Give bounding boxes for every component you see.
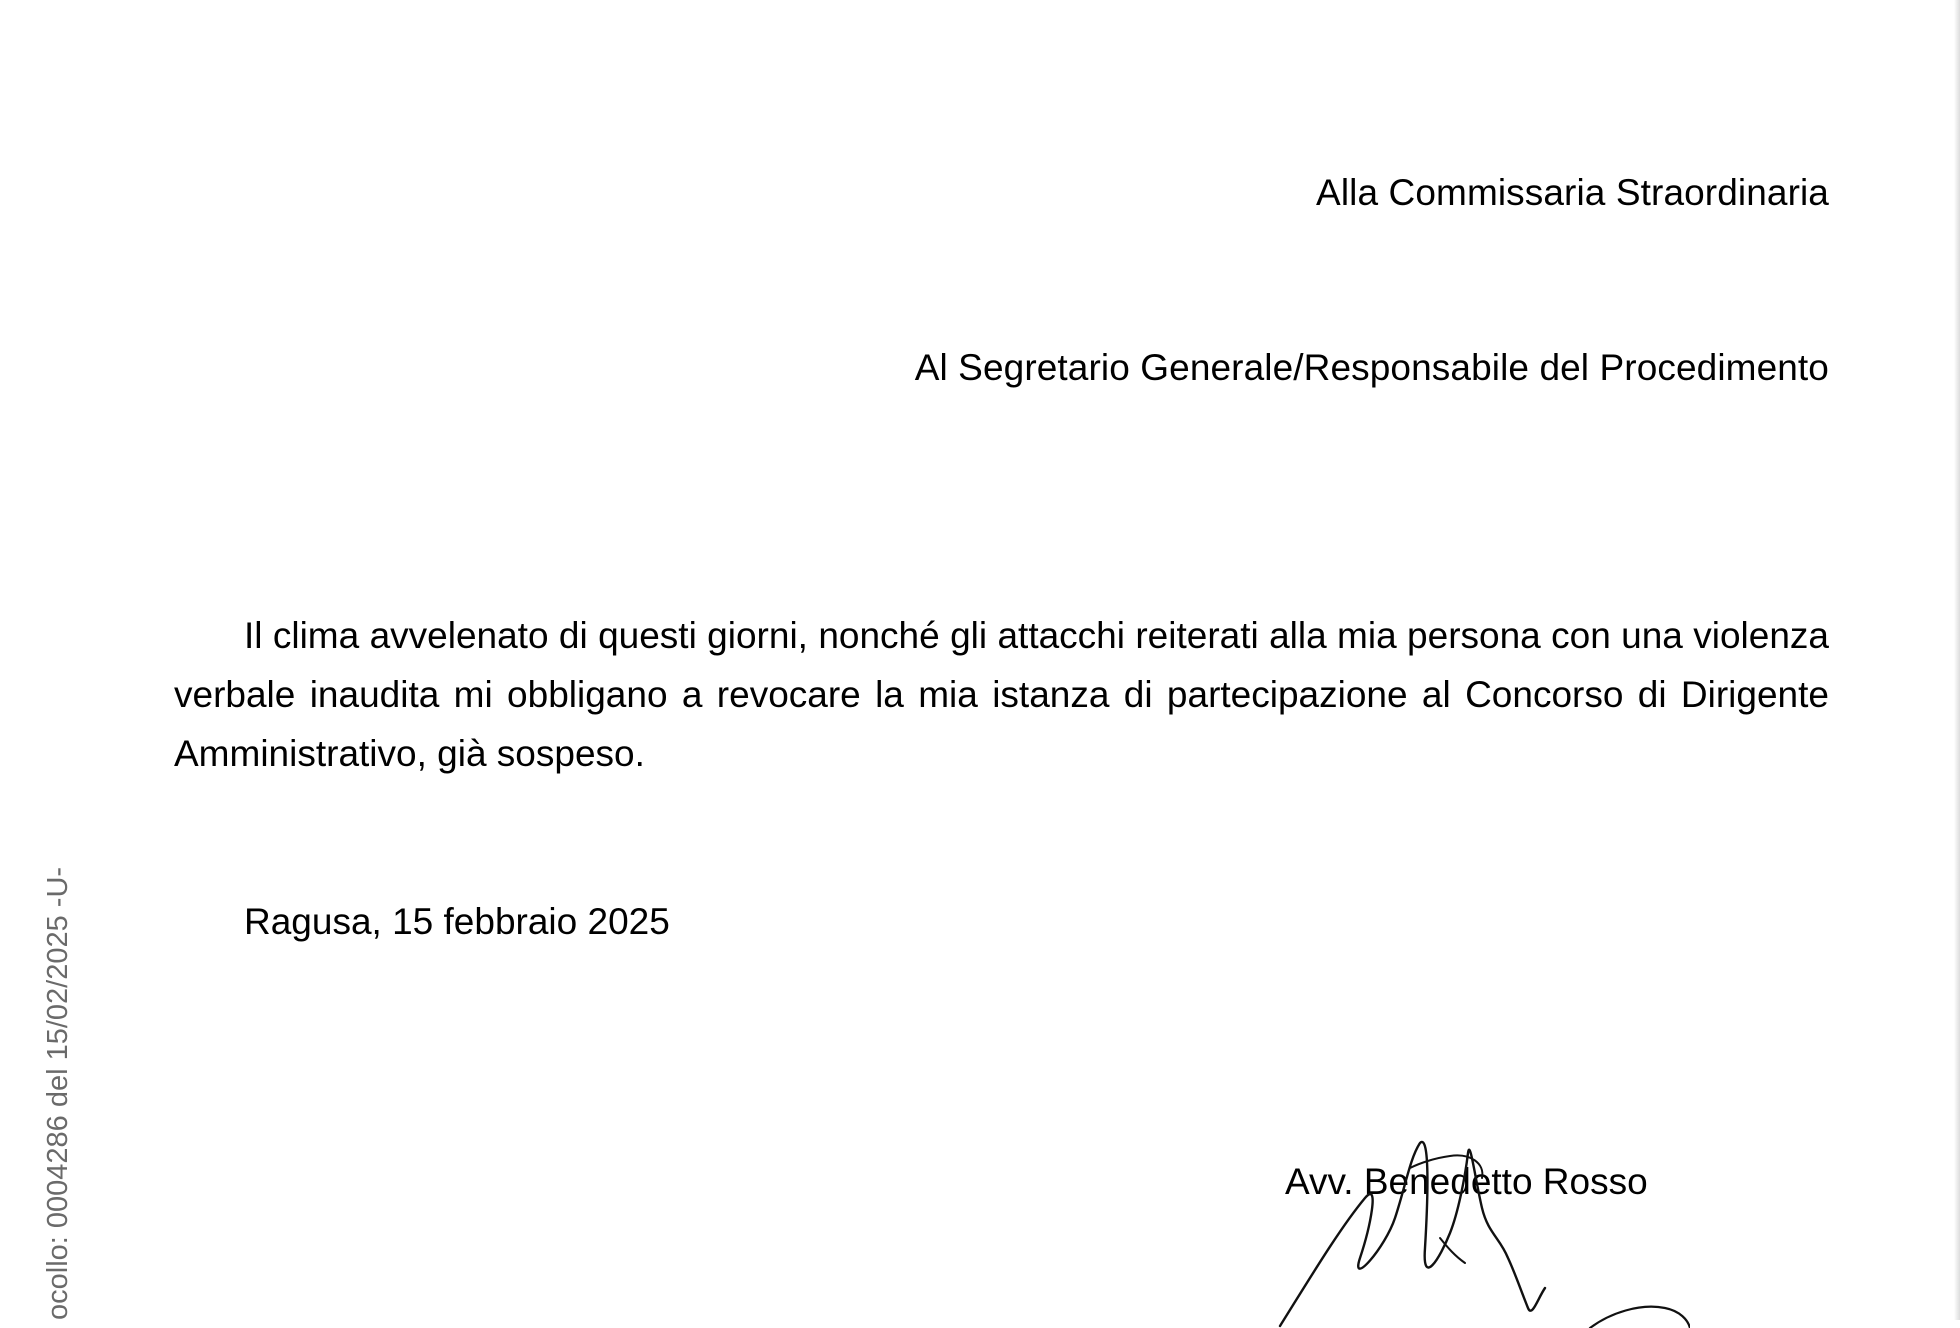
signer-name: Avv. Benedetto Rosso [1285, 1161, 1648, 1202]
place-date: Ragusa, 15 febbraio 2025 [244, 901, 670, 942]
letter-body: Il clima avvelenato di questi giorni, nonché gli attacchi reiterati alla mia persona con una violenza verbale inaudita mi obbligano a revocare la mia istanza di partecipazione al Concorso di Dirigente Amministrativo, già sospeso. [174, 615, 1829, 774]
recipient-segretario: Al Segretario Generale/Responsabile del Procedimento [914, 347, 1829, 388]
page-edge-shadow [1954, 0, 1960, 1320]
protocol-stamp: ocollo: 0004286 del 15/02/2025 -U- [42, 866, 74, 1320]
handwritten-signature [1270, 1138, 1690, 1328]
recipient-commissaria: Alla Commissaria Straordinaria [1316, 172, 1829, 213]
